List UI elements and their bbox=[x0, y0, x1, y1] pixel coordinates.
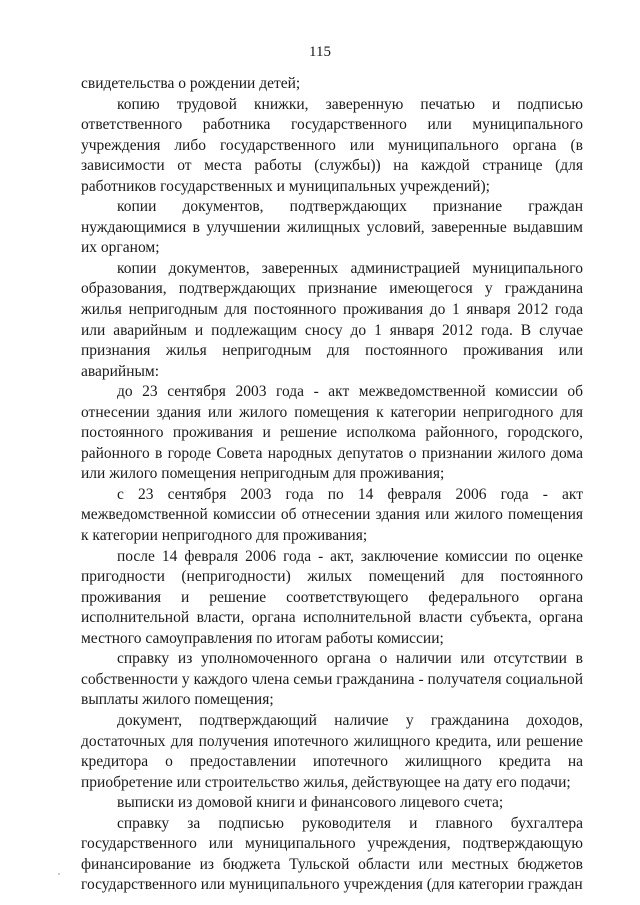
paragraph-property-certificate: справку из уполномоченного органа о наличии или отсутствии в собственности у каждого члена семьи гражданина - получателя социальной выплаты жилого помещения; bbox=[81, 650, 583, 709]
paragraph-after-2006: после 14 февраля 2006 года - акт, заключение комиссии по оценке пригодности (непригодности) жилых помещений для постоянного проживания и решение соответствующего федерального органа исполнительной власти, органа исполнительной власти субъекта, органа местного самоуправления по итогам работы комиссии; bbox=[81, 547, 583, 647]
paragraph-employment-record: копию трудовой книжки, заверенную печатью и подписью ответственного работника государственного или муниципального учреждения либо государственного или муниципального органа (в зависимости от места работы (службы)) на каждой странице (для работников государственных и муниципальных учреждений); bbox=[81, 95, 583, 195]
paragraph-housing-need-documents: копии документов, подтверждающих признание граждан нуждающимися в улучшении жилищных условий, заверенные выдавшим их органом; bbox=[81, 198, 583, 257]
paragraph-income-document: документ, подтверждающий наличие у гражданина доходов, достаточных для получения ипотечного жилищного кредита, или решение кредитора о предоставлении ипотечного жилищного кредита на приобретение или строительство жилья, действующее на дату его подачи; bbox=[81, 711, 583, 791]
document-body bbox=[81, 74, 583, 896]
paragraph-before-2003: до 23 сентября 2003 года - акт межведомственной комиссии об отнесении здания или жилого помещения к категории непригодного для постоянного проживания и решение исполкома районного, городского, районного в городе Совета народных депутатов о признании жилого дома или жилого помещения непригодным для проживания; bbox=[81, 383, 583, 483]
paragraph-house-book-extracts: выписки из домовой книги и финансового лицевого счета; bbox=[117, 794, 504, 812]
page-number: 115 bbox=[309, 44, 331, 60]
paragraph-funding-certificate: справку за подписью руководителя и главного бухгалтера государственного или муниципального учреждения, подтверждающую финансирование из бюджета Тульской области или местных бюджетов государственного или муниципального учреждения (для категории граждан bbox=[81, 814, 583, 894]
paragraph-birth-certificates: свидетельства о рождении детей; bbox=[81, 75, 301, 92]
paragraph-2003-2006: с 23 сентября 2003 года по 14 февраля 2006 года - акт межведомственной комиссии об отнесении здания или жилого помещения к категории непригодного для проживания; bbox=[81, 485, 583, 545]
scan-speck bbox=[58, 873, 60, 875]
paragraph-unfit-housing-documents: копии документов, заверенных администрацией муниципального образования, подтверждающих признание имеющегося у гражданина жилья непригодным для постоянного проживания до 1 января 2012 года или аварийным и подлежащим сносу до 1 января 2012 года. В случае признания жилья непригодным для постоянного проживания или аварийным: bbox=[81, 259, 583, 380]
